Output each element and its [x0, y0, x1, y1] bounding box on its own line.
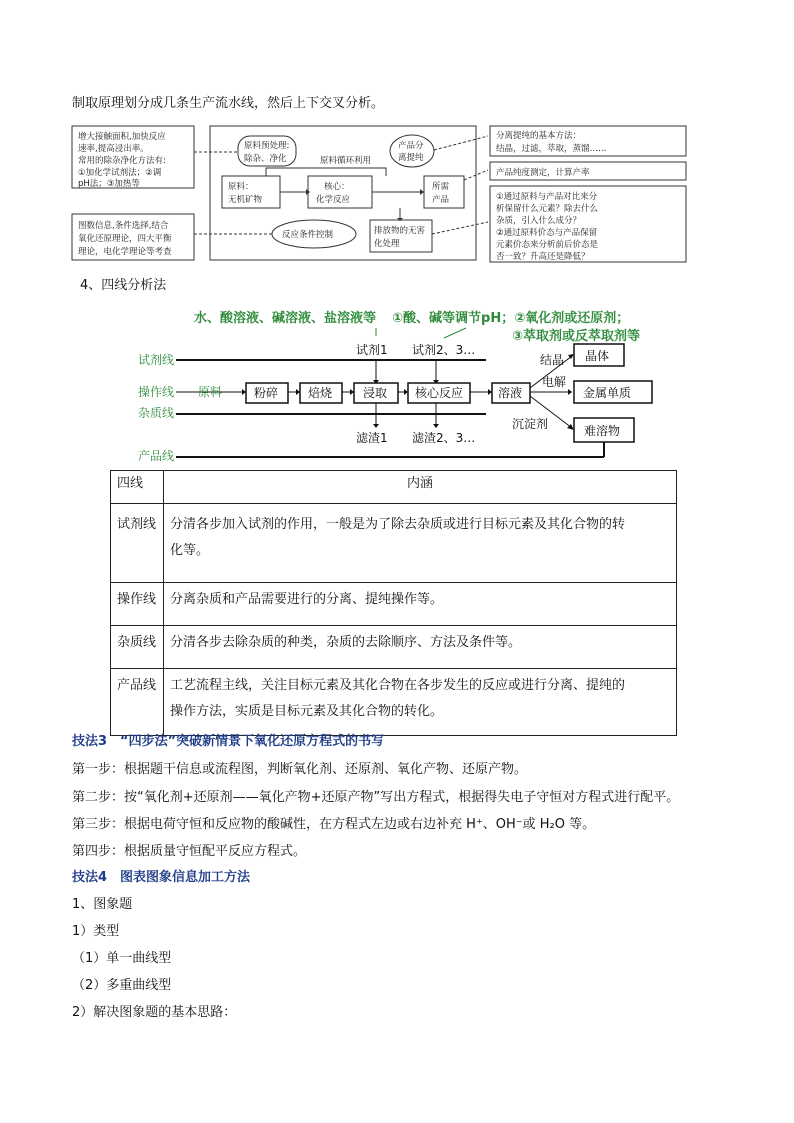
needed-text: 产品 — [432, 195, 450, 205]
reagent-2-3: 试剂2、3… — [412, 343, 476, 357]
table-cell-line: 试剂线 — [111, 504, 164, 583]
condition-text: 反应条件控制 — [282, 230, 334, 240]
technique-3-step-3: 第三步：根据电荷守恒和反应物的酸碱性，在方程式左边或右边补充 H⁺、OH⁻或 H₂O 等。 — [72, 817, 596, 832]
raw-text: 原料： — [228, 182, 254, 192]
technique-4-line: 1）类型 — [72, 924, 120, 939]
pretreat-text: 除杂、净化 — [244, 154, 287, 164]
step-solution-label: 溶液 — [498, 386, 523, 400]
technique-3-step-4: 第四步：根据质量守恒配平反应方程式。 — [72, 844, 307, 859]
technique-4-title: 技法4 图表图象信息加工方法 — [72, 870, 251, 885]
table-cell-text: 操作方法，实质是目标元素及其化合物的转化。 — [170, 704, 444, 719]
table-cell-text: 化等。 — [170, 543, 210, 558]
table-row — [111, 583, 677, 626]
left-top-line: pH法；③加热等 — [78, 179, 140, 189]
table-header: 内涵 — [164, 471, 677, 504]
right-mid-text: 产品纯度测定，计算产率 — [496, 168, 590, 178]
residue-1: 滤渣1 — [356, 431, 388, 445]
left-top-line: 增大接触面积,加快反应 — [78, 132, 166, 142]
right-bottom-line: 杂质，引入什么成分？ — [496, 216, 582, 226]
table-cell-desc — [164, 504, 677, 583]
branch-crystallize: 结晶 — [540, 353, 565, 367]
table-cell-text: 工艺流程主线，关注目标元素及其化合物在各步发生的反应或进行分离、提纯的 — [170, 678, 626, 693]
table-row — [111, 504, 677, 583]
table-cell-line: 产品线 — [111, 669, 164, 736]
left-top-line: ①加化学试剂法；②调 — [78, 168, 162, 178]
table-cell-text: 分清各步去除杂质的种类，杂质的去除顺序、方法及条件等。 — [164, 626, 677, 669]
table-cell-desc — [164, 669, 677, 736]
line-label-reagent: 试剂线 — [138, 353, 175, 367]
table-row — [111, 669, 677, 736]
table-cell-line: 操作线 — [111, 583, 164, 626]
table-header-row — [111, 471, 677, 504]
reagent-1: 试剂1 — [356, 343, 388, 357]
technique-4-line: 2）解决图象题的基本思路： — [72, 1005, 237, 1020]
left-top-line: 常用的除杂净化方法有: — [78, 156, 166, 166]
four-line-table — [110, 470, 677, 736]
right-top-line: 分离提纯的基本方法： — [496, 131, 582, 141]
product-sep-text: 离提纯 — [398, 153, 424, 163]
step-core-label: 核心反应 — [415, 386, 464, 400]
product-metal-label: 金属单质 — [583, 386, 632, 400]
right-bottom-line: 否一致？升高还是降低？ — [496, 252, 590, 262]
intro-line: 制取原理划分成几条生产流水线，然后上下交叉分析。 — [72, 96, 385, 111]
raw-material: 原料 — [198, 385, 223, 399]
product-sep-text: 产品分 — [398, 141, 424, 151]
step-leach-label: 浸取 — [363, 386, 388, 400]
right-bottom-line: ②通过原料价态与产品保留 — [496, 228, 598, 238]
table-header: 四线 — [111, 471, 164, 504]
right-top-line: 结晶，过滤，萃取，蒸馏…… — [496, 144, 607, 154]
harmless-text: 排放物的无害 — [374, 226, 426, 236]
right-bottom-line: ①通过原料与产品对比来分 — [496, 192, 598, 202]
branch-electrolysis: 电解 — [542, 375, 567, 389]
four-line-diagram — [136, 300, 696, 465]
needed-text: 所需 — [432, 182, 450, 192]
line-label-impurity: 杂质线 — [138, 406, 175, 420]
technique-4-line: （1）单一曲线型 — [72, 951, 172, 966]
production-flow-diagram — [70, 122, 706, 264]
reagent-note-2: ①酸、碱等调节pH；②氧化剂或还原剂； — [392, 311, 630, 326]
table-row — [111, 626, 677, 669]
right-bottom-line: 元素价态来分析前后价态是 — [496, 240, 599, 250]
harmless-text: 化处理 — [374, 239, 400, 249]
left-bottom-line: 理论，电化学理论等考查 — [78, 247, 172, 257]
reagent-note-3: ③萃取剂或反萃取剂等 — [512, 329, 641, 344]
product-insoluble-label: 难溶物 — [584, 424, 621, 438]
branch-precipitant: 沉淀剂 — [512, 417, 549, 431]
technique-3-step-1: 第一步：根据题干信息或流程图，判断氧化剂、还原剂、氧化产物、还原产物。 — [72, 762, 528, 777]
section-4-title: 4、四线分析法 — [80, 278, 167, 293]
core-text: 核心： — [324, 182, 350, 192]
recycle-label: 原料循环利用 — [320, 156, 372, 166]
step-roast-label: 焙烧 — [308, 386, 333, 400]
left-bottom-line: 图数信息,条件选择,结合 — [78, 221, 169, 231]
line-label-product: 产品线 — [138, 449, 175, 463]
line-label-operation: 操作线 — [138, 385, 175, 399]
residue-2-3: 滤渣2、3… — [412, 431, 476, 445]
technique-4-line: 1、图象题 — [72, 897, 133, 912]
pretreat-text: 原料预处理: — [244, 141, 290, 151]
step-crush-label: 粉碎 — [254, 386, 279, 400]
product-crystal-label: 晶体 — [585, 349, 610, 363]
technique-3-title: 技法3 “四步法”突破新情景下氧化还原方程式的书写 — [72, 734, 385, 749]
right-bottom-line: 析保留什么元素？除去什么 — [496, 204, 599, 214]
reagent-note-1: 水、酸溶液、碱溶液、盐溶液等 — [194, 311, 377, 326]
table-cell-text: 分离杂质和产品需要进行的分离、提纯操作等。 — [164, 583, 677, 626]
raw-text: 无机矿物 — [228, 195, 263, 205]
table-cell-line: 杂质线 — [111, 626, 164, 669]
core-text: 化学反应 — [316, 195, 351, 205]
left-top-line: 速率,提高浸出率。 — [78, 144, 149, 154]
table-cell-text: 分清各步加入试剂的作用，一般是为了除去杂质或进行目标元素及其化合物的转 — [170, 517, 626, 532]
left-bottom-line: 氧化还原理论，四大平衡 — [78, 234, 172, 244]
technique-3-step-2: 第二步：按“氧化剂+还原剂——氧化产物+还原产物”写出方程式，根据得失电子守恒对方程式进行配平。 — [72, 790, 680, 805]
technique-4-line: （2）多重曲线型 — [72, 978, 172, 993]
